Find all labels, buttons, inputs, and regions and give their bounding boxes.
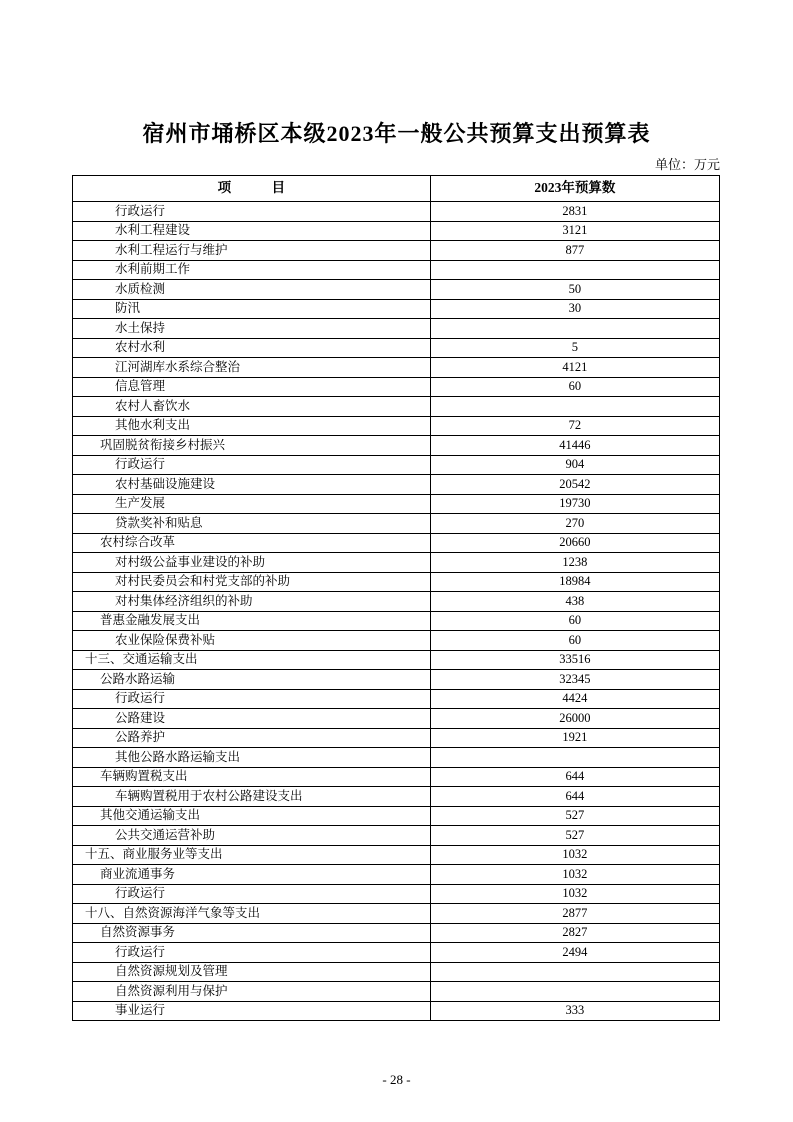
- table-row: [73, 553, 720, 573]
- item-cell: 自然资源利用与保护: [73, 982, 431, 1002]
- budget-value-cell: 438: [430, 592, 719, 612]
- unit-label: 单位：万元: [654, 157, 720, 172]
- item-cell: 车辆购置税用于农村公路建设支出: [73, 787, 431, 807]
- budget-value-cell: 2877: [430, 904, 719, 924]
- item-cell: 其他水利支出: [73, 416, 431, 436]
- table-row: [73, 670, 720, 690]
- table-row: [73, 611, 720, 631]
- table-row: [73, 884, 720, 904]
- budget-value-cell: 41446: [430, 436, 719, 456]
- budget-value-cell: 333: [430, 1001, 719, 1021]
- item-cell: 其他公路水路运输支出: [73, 748, 431, 768]
- budget-value-cell: 60: [430, 611, 719, 631]
- budget-value-cell: 1032: [430, 845, 719, 865]
- budget-value-cell: 1032: [430, 884, 719, 904]
- item-cell: 自然资源规划及管理: [73, 962, 431, 982]
- table-row: [73, 650, 720, 670]
- budget-value-cell: 1238: [430, 553, 719, 573]
- table-row: [73, 787, 720, 807]
- budget-value-cell: [430, 982, 719, 1002]
- table-row: [73, 748, 720, 768]
- item-cell: 农村人畜饮水: [73, 397, 431, 417]
- item-cell: 车辆购置税支出: [73, 767, 431, 787]
- item-cell: 江河湖库水系综合整治: [73, 358, 431, 378]
- item-cell: 农业保险保费补贴: [73, 631, 431, 651]
- budget-value-cell: 20660: [430, 533, 719, 553]
- table-row: [73, 397, 720, 417]
- item-cell: 农村综合改革: [73, 533, 431, 553]
- table-row: [73, 923, 720, 943]
- page-number: - 28 -: [382, 1072, 411, 1087]
- table-row: [73, 845, 720, 865]
- budget-value-cell: [430, 397, 719, 417]
- budget-value-cell: 877: [430, 241, 719, 261]
- item-cell: 信息管理: [73, 377, 431, 397]
- table-row: [73, 299, 720, 319]
- table-row: [73, 241, 720, 261]
- budget-value-cell: 3121: [430, 221, 719, 241]
- item-cell: 自然资源事务: [73, 923, 431, 943]
- budget-value-cell: 2494: [430, 943, 719, 963]
- item-cell: 贷款奖补和贴息: [73, 514, 431, 534]
- item-cell: 农村水利: [73, 338, 431, 358]
- budget-value-cell: 4121: [430, 358, 719, 378]
- budget-value-cell: 1921: [430, 728, 719, 748]
- budget-value-cell: 4424: [430, 689, 719, 709]
- budget-value-cell: 50: [430, 280, 719, 300]
- budget-value-cell: 527: [430, 826, 719, 846]
- budget-value-cell: 72: [430, 416, 719, 436]
- budget-value-cell: [430, 319, 719, 339]
- budget-value-cell: 904: [430, 455, 719, 475]
- table-row: [73, 806, 720, 826]
- table-row: [73, 494, 720, 514]
- item-cell: 生产发展: [73, 494, 431, 514]
- item-cell: 水质检测: [73, 280, 431, 300]
- table-row: [73, 962, 720, 982]
- table-row: [73, 943, 720, 963]
- page-title: 宿州市埇桥区本级2023年一般公共预算支出预算表: [142, 121, 651, 146]
- item-cell: 行政运行: [73, 455, 431, 475]
- budget-value-cell: 60: [430, 631, 719, 651]
- table-row: [73, 514, 720, 534]
- table-row: [73, 436, 720, 456]
- budget-value-cell: [430, 962, 719, 982]
- item-cell: 对村民委员会和村党支部的补助: [73, 572, 431, 592]
- item-cell: 公路水路运输: [73, 670, 431, 690]
- item-cell: 水土保持: [73, 319, 431, 339]
- table-row: [73, 592, 720, 612]
- item-cell: 农村基础设施建设: [73, 475, 431, 495]
- item-cell: 水利前期工作: [73, 260, 431, 280]
- table-row: [73, 260, 720, 280]
- table-row: [73, 709, 720, 729]
- table-row: [73, 1001, 720, 1021]
- table-row: [73, 319, 720, 339]
- budget-value-cell: 18984: [430, 572, 719, 592]
- budget-value-cell: 20542: [430, 475, 719, 495]
- table-header-row: [73, 176, 720, 202]
- budget-value-cell: 19730: [430, 494, 719, 514]
- table-row: [73, 572, 720, 592]
- budget-table: [72, 175, 720, 1021]
- table-body: [73, 202, 720, 1021]
- table-row: [73, 982, 720, 1002]
- budget-value-cell: 644: [430, 787, 719, 807]
- table-row: [73, 358, 720, 378]
- budget-value-cell: 60: [430, 377, 719, 397]
- item-cell: 商业流通事务: [73, 865, 431, 885]
- item-cell: 公共交通运营补助: [73, 826, 431, 846]
- item-cell: 巩固脱贫衔接乡村振兴: [73, 436, 431, 456]
- table-row: [73, 689, 720, 709]
- table-row: [73, 475, 720, 495]
- header-budget-column: 2023年预算数: [430, 176, 719, 202]
- table-row: [73, 767, 720, 787]
- table-row: [73, 221, 720, 241]
- budget-value-cell: 527: [430, 806, 719, 826]
- table-row: [73, 533, 720, 553]
- item-cell: 行政运行: [73, 884, 431, 904]
- budget-value-cell: 1032: [430, 865, 719, 885]
- table-row: [73, 377, 720, 397]
- budget-value-cell: 270: [430, 514, 719, 534]
- table-row: [73, 631, 720, 651]
- item-cell: 水利工程运行与维护: [73, 241, 431, 261]
- table-row: [73, 904, 720, 924]
- item-cell: 行政运行: [73, 689, 431, 709]
- item-cell: 对村集体经济组织的补助: [73, 592, 431, 612]
- table-row: [73, 728, 720, 748]
- budget-value-cell: 30: [430, 299, 719, 319]
- item-cell: 行政运行: [73, 202, 431, 222]
- item-cell: 普惠金融发展支出: [73, 611, 431, 631]
- item-cell: 十三、交通运输支出: [73, 650, 431, 670]
- item-cell: 对村级公益事业建设的补助: [73, 553, 431, 573]
- table-row: [73, 338, 720, 358]
- budget-value-cell: 644: [430, 767, 719, 787]
- header-item-column: 项 目: [73, 176, 431, 202]
- budget-value-cell: 5: [430, 338, 719, 358]
- budget-value-cell: [430, 748, 719, 768]
- table-row: [73, 455, 720, 475]
- budget-value-cell: 2831: [430, 202, 719, 222]
- item-cell: 行政运行: [73, 943, 431, 963]
- budget-value-cell: 2827: [430, 923, 719, 943]
- budget-value-cell: 32345: [430, 670, 719, 690]
- item-cell: 十八、自然资源海洋气象等支出: [73, 904, 431, 924]
- budget-value-cell: 26000: [430, 709, 719, 729]
- table-row: [73, 202, 720, 222]
- table-row: [73, 280, 720, 300]
- table-row: [73, 865, 720, 885]
- table-row: [73, 416, 720, 436]
- table-row: [73, 826, 720, 846]
- budget-value-cell: [430, 260, 719, 280]
- item-cell: 事业运行: [73, 1001, 431, 1021]
- item-cell: 水利工程建设: [73, 221, 431, 241]
- item-cell: 公路养护: [73, 728, 431, 748]
- budget-value-cell: 33516: [430, 650, 719, 670]
- item-cell: 防汛: [73, 299, 431, 319]
- item-cell: 十五、商业服务业等支出: [73, 845, 431, 865]
- item-cell: 其他交通运输支出: [73, 806, 431, 826]
- item-cell: 公路建设: [73, 709, 431, 729]
